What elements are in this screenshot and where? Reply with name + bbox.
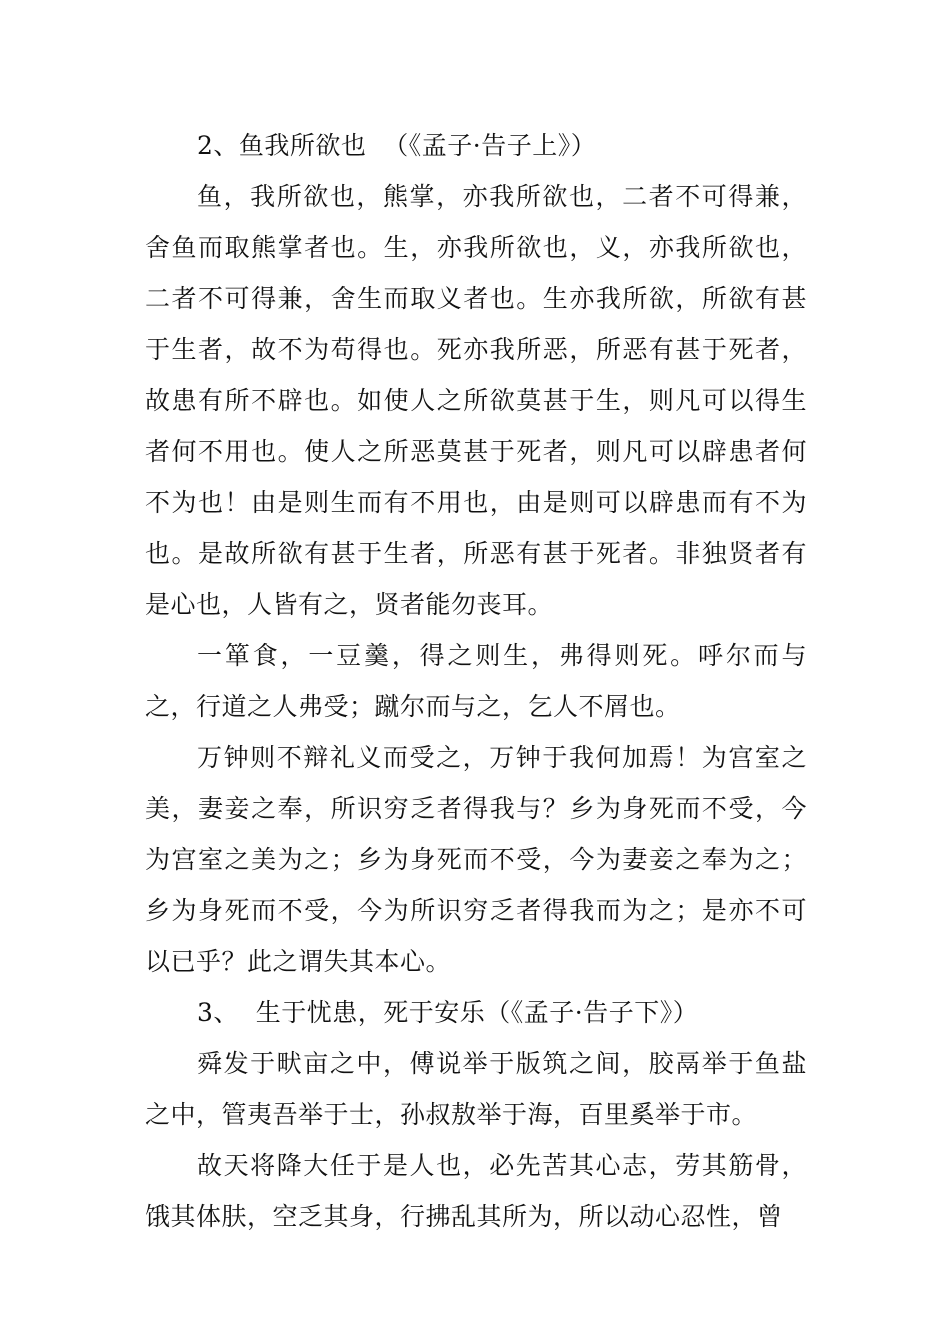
section-2-paragraph-2: 一箪食，一豆羹，得之则生，弗得则死。呼尔而与之，行道之人弗受；蹴尔而与之，乞人不屑也。 [145, 641, 807, 721]
section-2-paragraph-1: 鱼，我所欲也，熊掌，亦我所欲也，二者不可得兼，舍鱼而取熊掌者也。生，亦我所欲也，义，亦我所欲也，二者不可得兼，舍生而取义者也。生亦我所欲，所欲有甚于生者，故不为苟得也。死亦我所恶，所恶有甚于死者，故患有所不辟也。如使人之所欲莫甚于生，则凡可以得生者何不用也。使人之所恶莫甚于死者，则凡可以辟患者何不为也！由是则生而有不用也，由是则可以辟患而有不为也。是故所欲有甚于生者，所恶有甚于死者。非独贤者有是心也，人皆有之，贤者能勿丧耳。 [145, 182, 807, 619]
section-2-paragraph-3: 万钟则不辩礼义而受之，万钟于我何加焉！为宫室之美，妻妾之奉，所识穷乏者得我与？乡为身死而不受，今为宫室之美为之；乡为身死而不受，今为妻妾之奉为之；乡为身死而不受，今为所识穷乏者得我而为之；是亦不可以已乎？此之谓失其本心。 [145, 743, 807, 976]
section-3-paragraph-2: 故天将降大任于是人也，必先苦其心志，劳其筋骨，饿其体肤，空乏其身，行拂乱其所为，所以动心忍性，曾 [145, 1151, 807, 1231]
section-2-heading: 2、鱼我所欲也 （《孟子·告子上》） [197, 131, 597, 160]
section-3-paragraph-1: 舜发于畎亩之中，傅说举于版筑之间，胶鬲举于鱼盐之中，管夷吾举于士，孙叔敖举于海，百里奚举于市。 [145, 1049, 807, 1129]
document-body [145, 120, 807, 1242]
section-3-heading: 3、 生于忧患，死于安乐（《孟子·告子下》） [197, 998, 699, 1027]
